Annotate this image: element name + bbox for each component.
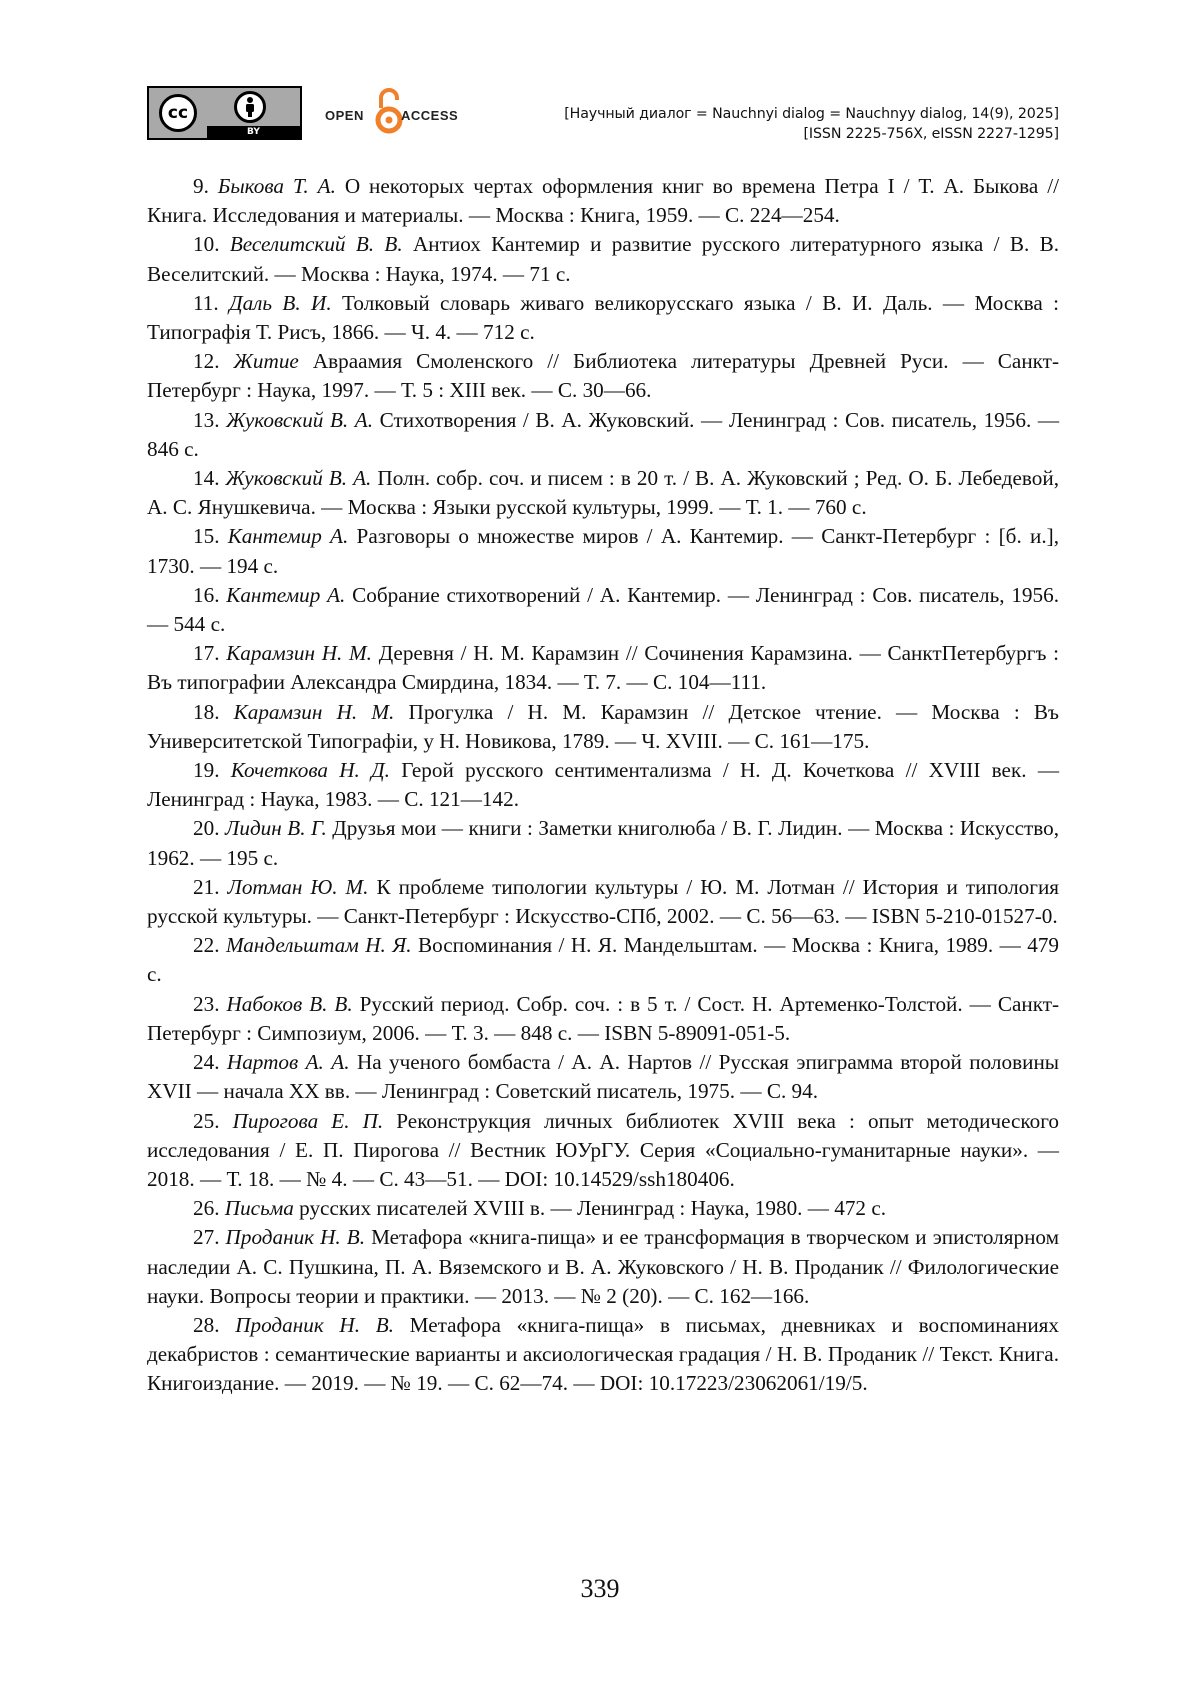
reference-text: Метафора «книга-пища» и ее трансформация в творческом и эпистолярном наследии А. С. Пушкина, П. А. Вяземского и В. А. Жуковского / Н. В. Проданик // Филологические науки. Вопросы теории и практики. — 2013. — № 2 (20). — С. 162—166. (147, 1225, 1060, 1308)
reference-item (147, 172, 1059, 230)
citation-line: [Научный диалог = Nauchnyi dialog = Nauchnyy dialog, 14(9), 2025] (564, 106, 1059, 122)
reference-item (147, 814, 1059, 872)
reference-number: 22. (193, 933, 220, 958)
reference-item (147, 347, 1059, 405)
reference-text: Прогулка / Н. М. Карамзин // Детское чтение. — Москва : Въ Университетской Типографіи, у Н. Новикова, 1789. — Ч. XVIII. — С. 161—175. (147, 699, 1060, 753)
reference-item (147, 522, 1059, 580)
reference-text: Метафора «книга-пища» в письмах, дневниках и воспоминаниях декабристов : семантические варианты и аксиологическая градация / Н. В. Проданик // Текст. Книга. Книгоиздание. — 2019. — № 19. — С. 62—74. — DOI: 10.17223/23062061/19/5. (147, 1312, 1060, 1396)
reference-item (147, 289, 1059, 347)
open-access-right-text: ACCESS (401, 108, 459, 123)
reference-item (147, 406, 1059, 464)
page-number: 339 (580, 1574, 620, 1603)
reference-item (147, 873, 1059, 931)
reference-author: Кочеткова Н. Д. (230, 758, 390, 783)
reference-number: 16. (193, 582, 220, 607)
reference-item (147, 698, 1059, 756)
reference-text: Герой русского сентиментализма / Н. Д. Кочеткова // XVIII век. — Ленинград : Наука, 1983. — С. 121—142. (147, 758, 1060, 812)
reference-item (147, 1048, 1059, 1106)
reference-author: Житие (233, 349, 299, 374)
reference-author: Веселитский В. В. (229, 232, 403, 257)
reference-author: Пирогова Е. П. (232, 1108, 384, 1133)
reference-author: Кантемир А. (226, 582, 346, 607)
reference-list (147, 172, 1059, 1399)
open-access-logo (319, 86, 469, 140)
reference-number: 23. (193, 991, 220, 1016)
reference-number: 13. (193, 407, 220, 432)
reference-author: Жуковский В. А. (226, 407, 374, 432)
reference-text: Антиох Кантемир и развитие русского литературного языка / В. В. Веселитский. — Москва : Наука, 1974. — 71 с. (147, 232, 1060, 286)
reference-number: 17. (193, 641, 220, 666)
page-header (147, 86, 1059, 144)
attribution-person-icon (234, 91, 266, 123)
reference-author: Письма (224, 1196, 294, 1221)
reference-text: О некоторых чертах оформления книг во времена Петра I / Т. А. Быкова // Книга. Исследования и материалы. — Москва : Книга, 1959. — С. 224—254. (147, 174, 1060, 228)
reference-item (147, 230, 1059, 288)
reference-text: Толковый словарь живаго великорусскаго языка / В. И. Даль. — Москва : Типографія Т. Рисъ, 1866. — Ч. 4. — 712 с. (147, 290, 1060, 345)
reference-text: К проблеме типологии культуры / Ю. М. Лотман // История и типология русской культуры. — Санкт-Петербург : Искусство-СПб, 2002. — С. 56—63. — ISBN 5-210-01527-0. (147, 874, 1060, 929)
reference-text: Полн. собр. соч. и писем : в 20 т. / В. А. Жуковский ; Ред. О. Б. Лебедевой, А. С. Янушкевича. — Москва : Языки русской культуры, 1999. — Т. 1. — 760 с. (147, 466, 1060, 520)
reference-number: 11. (193, 290, 219, 315)
reference-author: Набоков В. В. (226, 991, 353, 1016)
reference-number: 19. (193, 758, 220, 783)
cc-icon: cc (159, 94, 197, 132)
reference-item (147, 464, 1059, 522)
reference-author: Кантемир А. (227, 524, 349, 549)
reference-author: Жуковский В. А. (225, 466, 372, 491)
reference-number: 20. (193, 816, 220, 841)
reference-text: Деревня / Н. М. Карамзин // Сочинения Карамзина. — СанктПетербургъ : Въ типографии Александра Смирдина, 1834. — Т. 7. — С. 104—111. (147, 641, 1060, 695)
reference-number: 24. (193, 1050, 220, 1075)
reference-item (147, 1107, 1059, 1195)
reference-author: Лидин В. Г. (225, 816, 327, 841)
reference-text: русских писателей XVIII в. — Ленинград : Наука, 1980. — 472 с. (299, 1196, 887, 1221)
reference-text: Собрание стихотворений / А. Кантемир. — Ленинград : Сов. писатель, 1956. — 544 с. (147, 582, 1059, 637)
journal-citation (564, 104, 1059, 144)
reference-text: Воспоминания / Н. Я. Мандельштам. — Москва : Книга, 1989. — 479 с. (147, 933, 1060, 987)
reference-text: Друзья мои — книги : Заметки книголюба / В. Г. Лидин. — Москва : Искусство, 1962. — 195 с. (147, 816, 1060, 870)
reference-text: Стихотворения / В. А. Жуковский. — Ленинград : Сов. писатель, 1956. — 846 с. (147, 407, 1060, 461)
open-lock-icon (375, 86, 403, 138)
reference-text: Авраамия Смоленского // Библиотека литературы Древней Руси. — Санкт-Петербург : Наука, 1997. — Т. 5 : XIII век. — С. 30—66. (147, 349, 1060, 403)
reference-author: Проданик Н. В. (225, 1225, 366, 1250)
reference-item (147, 581, 1059, 639)
open-access-left-text: OPEN (325, 108, 364, 123)
reference-text: Разговоры о множестве миров / А. Кантемир. — Санкт-Петербург : [б. и.], 1730. — 194 с. (147, 524, 1059, 578)
reference-author: Быкова Т. А. (217, 174, 336, 198)
reference-author: Карамзин Н. М. (226, 641, 372, 666)
reference-author: Мандельштам Н. Я. (225, 933, 412, 958)
reference-number: 12. (193, 349, 220, 374)
reference-number: 27. (193, 1225, 220, 1250)
reference-item (147, 1194, 1059, 1223)
reference-author: Нартов А. А. (226, 1050, 350, 1075)
reference-text: Русский период. Собр. соч. : в 5 т. / Сост. Н. Артеменко-Толстой. — Санкт-Петербург : Симпозиум, 2006. — Т. 3. — 848 с. — ISBN 5-89091-051-5. (147, 991, 1060, 1045)
reference-number: 26. (193, 1196, 220, 1221)
reference-item (147, 1311, 1059, 1399)
reference-item (147, 1223, 1059, 1311)
reference-number: 15. (193, 524, 220, 549)
reference-item (147, 931, 1059, 989)
reference-number: 10. (193, 232, 220, 257)
cc-by-license-badge[interactable] (147, 86, 302, 140)
reference-item (147, 990, 1059, 1048)
reference-author: Карамзин Н. М. (233, 699, 395, 724)
reference-item (147, 756, 1059, 814)
reference-author: Лотман Ю. М. (227, 874, 369, 899)
reference-number: 14. (193, 466, 220, 491)
reference-number: 25. (193, 1108, 220, 1133)
reference-number: 28. (193, 1312, 220, 1337)
by-label: BY (207, 126, 300, 138)
reference-number: 21. (193, 874, 220, 899)
reference-item (147, 639, 1059, 697)
reference-number: 18. (193, 699, 220, 724)
reference-author: Даль В. И. (229, 290, 332, 315)
reference-number: 9. (193, 174, 209, 198)
reference-author: Проданик Н. В. (235, 1312, 394, 1337)
reference-text: На ученого бомбаста / А. А. Нартов // Русская эпиграмма второй половины XVII — начала XX вв. — Ленинград : Советский писатель, 1975. — С. 94. (147, 1050, 1060, 1104)
issn-line: [ISSN 2225-756X, eISSN 2227-1295] (803, 126, 1059, 142)
reference-text: Реконструкция личных библиотек XVIII века : опыт методического исследования / Е. П. Пирогова // Вестник ЮУрГУ. Серия «Социально-гуманитарные науки». — 2018. — Т. 18. — № 4. — С. 43—51. — DOI: 10.14529/ssh180406. (147, 1108, 1059, 1191)
